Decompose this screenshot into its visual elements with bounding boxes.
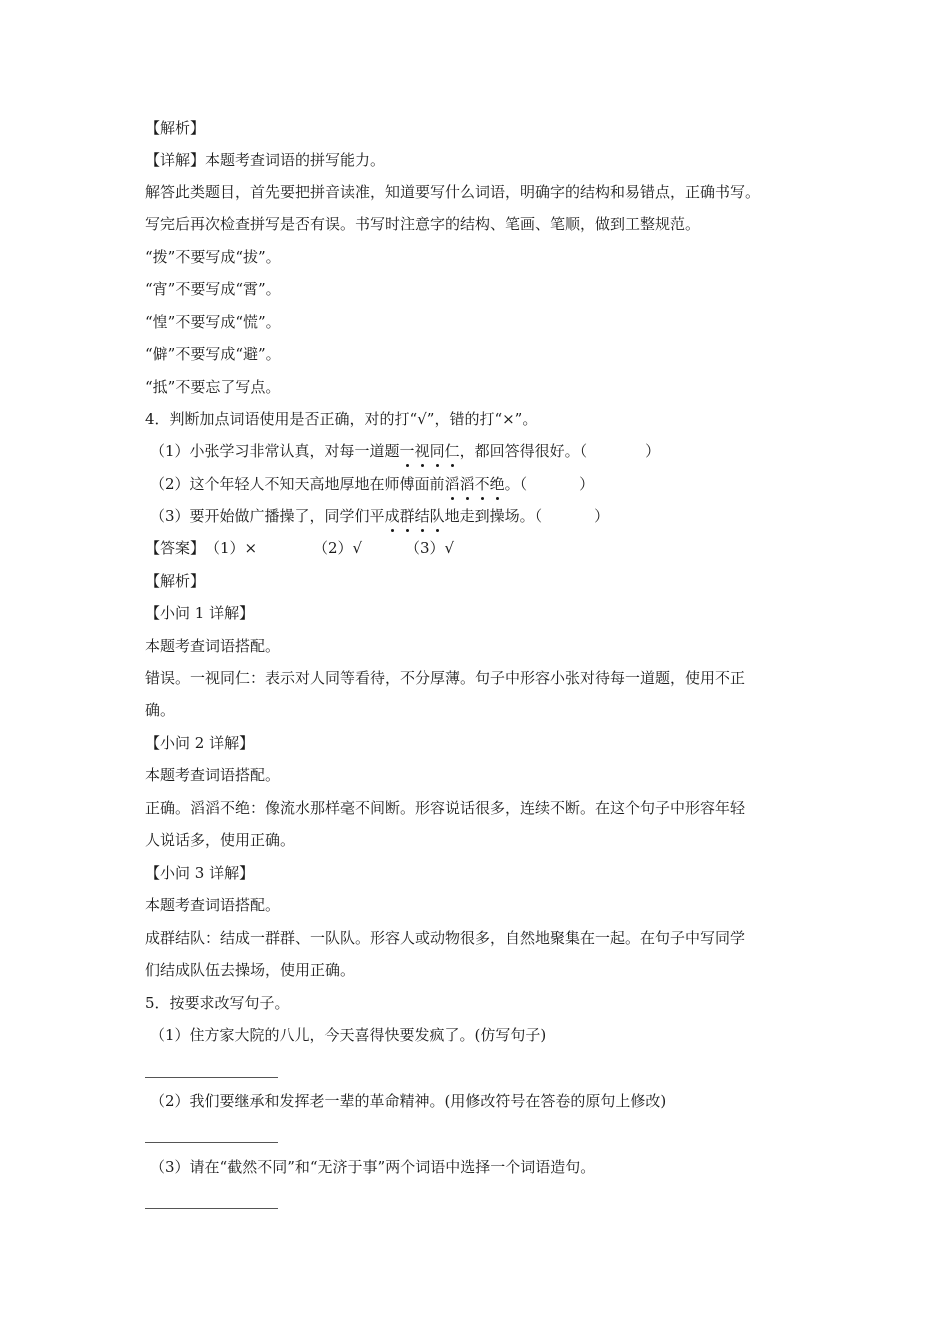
text-line: “宵”不要写成“霄”。 bbox=[145, 280, 281, 298]
text-line: 们结成队伍去操场，使用正确。 bbox=[145, 961, 356, 979]
item-text: 地走到操场。（ bbox=[444, 507, 543, 525]
dotted-char: 不 bbox=[474, 475, 490, 493]
detail-line: 【详解】本题考查词语的拼写能力。 bbox=[145, 151, 386, 169]
item-text: （3）要开始做广播操了，同学们 bbox=[150, 507, 370, 525]
dotted-char: 绝 bbox=[489, 475, 505, 493]
answer-3: （3）√ bbox=[405, 539, 455, 557]
analysis-heading: 【解析】 bbox=[145, 572, 206, 590]
question-5-item-1: （1）住方家大院的八儿，今天喜得快要发疯了。(仿写句子) bbox=[150, 1026, 547, 1044]
dotted-char: 结 bbox=[414, 507, 430, 525]
text-line: 人说话多，使用正确。 bbox=[145, 831, 296, 849]
item-text: 平 bbox=[369, 507, 385, 525]
item-text: （2）这个年轻人不知天高地厚地在师傅面前 bbox=[150, 475, 445, 493]
answer-line-blank[interactable] bbox=[145, 1142, 278, 1143]
answer-label: 【答案】 bbox=[145, 539, 206, 557]
item-text: ） bbox=[594, 507, 610, 525]
question-5-item-3: （3）请在“截然不同”和“无济于事”两个词语中选择一个词语造句。 bbox=[150, 1158, 596, 1176]
question-4-title: 4．判断加点词语使用是否正确，对的打“√”，错的打“×”。 bbox=[145, 410, 538, 428]
dotted-char: 群 bbox=[399, 507, 415, 525]
dotted-char: 视 bbox=[414, 442, 430, 460]
dotted-char: 成 bbox=[384, 507, 400, 525]
dotted-char: 滔 bbox=[444, 475, 460, 493]
text-line: “惶”不要写成“慌”。 bbox=[145, 313, 281, 331]
question-5-item-2: （2）我们要继承和发挥老一辈的革命精神。(用修改符号在答卷的原句上修改) bbox=[150, 1092, 667, 1110]
answer-line-blank[interactable] bbox=[145, 1208, 278, 1209]
sub-question-heading: 【小问 2 详解】 bbox=[145, 734, 255, 752]
answer-line-blank[interactable] bbox=[145, 1077, 278, 1078]
dotted-char: 仁 bbox=[444, 442, 460, 460]
analysis-heading: 【解析】 bbox=[145, 119, 206, 137]
answer-1: （1）× bbox=[205, 539, 258, 557]
sub-question-heading: 【小问 1 详解】 bbox=[145, 604, 255, 622]
text-line: 本题考查词语搭配。 bbox=[145, 637, 281, 655]
item-text: 。（ bbox=[504, 475, 528, 493]
answer-line bbox=[145, 538, 454, 558]
item-text: （1）小张学习非常认真，对每一道题 bbox=[150, 442, 400, 460]
question-4-item-2 bbox=[150, 474, 594, 494]
text-line: 本题考查词语搭配。 bbox=[145, 766, 281, 784]
dotted-char: 滔 bbox=[459, 475, 475, 493]
text-line: 解答此类题目，首先要把拼音读准，知道要写什么词语，明确字的结构和易错点，正确书写。 bbox=[145, 183, 761, 201]
text-line: 错误。一视同仁：表示对人同等看待，不分厚薄。句子中形容小张对待每一道题，使用不正 bbox=[145, 669, 746, 687]
dotted-char: 一 bbox=[399, 442, 415, 460]
item-text: ） bbox=[579, 475, 595, 493]
question-4-item-1 bbox=[150, 441, 660, 461]
text-line: “拨”不要写成“拔”。 bbox=[145, 248, 281, 266]
dotted-char: 队 bbox=[429, 507, 445, 525]
item-text: ） bbox=[645, 442, 661, 460]
text-line: 成群结队：结成一群群、一队队。形容人或动物很多，自然地聚集在一起。在句子中写同学 bbox=[145, 929, 746, 947]
dotted-char: 同 bbox=[429, 442, 445, 460]
item-text: ，都回答得很好。（ bbox=[459, 442, 588, 460]
text-line: “抵”不要忘了写点。 bbox=[145, 378, 281, 396]
sub-question-heading: 【小问 3 详解】 bbox=[145, 864, 255, 882]
text-line: 写完后再次检查拼写是否有误。书写时注意字的结构、笔画、笔顺，做到工整规范。 bbox=[145, 215, 701, 233]
text-line: 正确。滔滔不绝：像流水那样毫不间断。形容说话很多，连续不断。在这个句子中形容年轻 bbox=[145, 799, 746, 817]
text-line: 本题考查词语搭配。 bbox=[145, 896, 281, 914]
text-line: 确。 bbox=[145, 701, 176, 719]
answer-2: （2）√ bbox=[313, 539, 363, 557]
text-line: “僻”不要写成“避”。 bbox=[145, 345, 281, 363]
question-4-item-3 bbox=[150, 506, 609, 526]
question-5-title: 5．按要求改写句子。 bbox=[145, 994, 290, 1012]
